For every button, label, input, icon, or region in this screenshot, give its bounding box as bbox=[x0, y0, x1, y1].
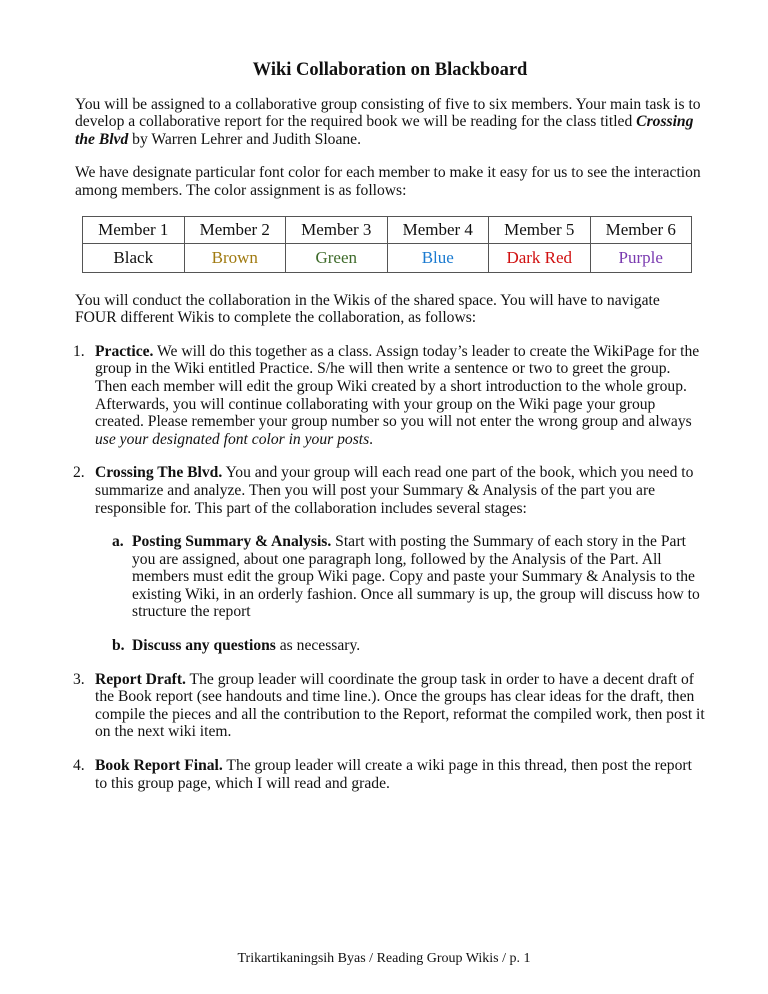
member-header: Member 2 bbox=[184, 216, 286, 243]
item-heading: Report Draft. bbox=[95, 670, 186, 688]
item-heading: Book Report Final. bbox=[95, 757, 223, 775]
wikis-intro-paragraph: You will conduct the collaboration in the Wikis of the shared space. You will have to navigate FOUR different Wikis to complete the collaboration, as follows: bbox=[75, 291, 660, 327]
sub-item-letter: a. bbox=[112, 533, 124, 551]
sub-item-letter: b. bbox=[112, 637, 125, 655]
member-color: Green bbox=[286, 243, 388, 272]
member-header: Member 3 bbox=[286, 216, 388, 243]
book-title: Crossing the Blvd bbox=[75, 113, 694, 148]
member-row bbox=[83, 216, 692, 243]
item-body: The group leader will coordinate the group task in order to have a decent draft of the Book report (see handouts and time line.). Once the groups has clear ideas for the draft, then compile the pieces and all the contribution to the Report, reformat the compiled work, then post it on the next wiki item. bbox=[95, 670, 705, 741]
item-text bbox=[95, 757, 705, 792]
member-header: Member 5 bbox=[489, 216, 591, 243]
color-intro-paragraph: We have designate particular font color for each member to make it easy for us to see the interaction among members. The color assignment is as follows: bbox=[75, 164, 701, 199]
page-footer: Trikartikaningsih Byas / Reading Group Wikis / p. 1 bbox=[237, 951, 531, 966]
sub-item-heading: Posting Summary & Analysis. bbox=[132, 533, 332, 551]
list-item bbox=[75, 757, 705, 792]
sub-item-heading: Discuss any questions bbox=[132, 637, 276, 655]
list-item bbox=[75, 671, 705, 741]
member-color: Purple bbox=[590, 243, 692, 272]
sub-item-body: as necessary. bbox=[275, 637, 361, 655]
item-tail: . bbox=[369, 430, 374, 448]
sub-item bbox=[95, 637, 705, 655]
member-color: Blue bbox=[387, 243, 489, 272]
item-emphasis: use your designated font color in your posts bbox=[95, 430, 370, 448]
member-header: Member 1 bbox=[83, 216, 185, 243]
item-number: 4. bbox=[73, 757, 85, 775]
intro-paragraph: You will be assigned to a collaborative group consisting of five to six members. Your main task is to develop a collaborative report for the required book we will be reading for the class titled Crossing the Blvd by Warren Lehrer and Judith Sloane. bbox=[75, 95, 701, 148]
member-header: Member 6 bbox=[590, 216, 692, 243]
member-header: Member 4 bbox=[387, 216, 489, 243]
sub-item-body: Start with posting the Summary of each story in the Part you are assigned, about one paragraph long, followed by the Analysis of the Part. All members must edit the group Wiki page. Copy and paste your Summary & Analysis to the existing Wiki, in an orderly fashion. Once all summary is up, the group will discuss how to structure the report bbox=[132, 533, 700, 621]
item-number: 1. bbox=[73, 342, 85, 360]
page-title: Wiki Collaboration on Blackboard bbox=[252, 60, 528, 80]
item-body: We will do this together as a class. Assign today’s leader to create the WikiPage for the group in the Wiki entitled Practice. S/he will then write a sentence or two to greet the group. Then each member will edit the group Wiki created by a short introduction to the whole group. Afterwards, you will continue collaborating with your group on the Wiki page your group created. Please remember your group number so you will not enter the wrong group and always bbox=[95, 342, 700, 431]
sub-item bbox=[95, 533, 705, 621]
wiki-steps-list bbox=[75, 343, 705, 792]
item-heading: Crossing The Blvd. bbox=[95, 464, 223, 482]
item-body: The group leader will create a wiki page in this thread, then post the report to this group page, which I will read and grade. bbox=[95, 757, 692, 792]
member-color: Brown bbox=[184, 243, 286, 272]
member-color: Black bbox=[83, 243, 185, 272]
item-number: 2. bbox=[73, 464, 85, 482]
item-heading: Practice. bbox=[95, 342, 154, 360]
item-number: 3. bbox=[73, 670, 85, 688]
color-row bbox=[83, 243, 692, 272]
list-item bbox=[75, 343, 705, 449]
item-text bbox=[95, 343, 705, 449]
document-page bbox=[75, 62, 705, 808]
item-body: You and your group will each read one part of the book, which you need to summarize and analyze. Then you will post your Summary & Analysis of the part you are responsible for. This part of the collaboration includes several stages: bbox=[95, 464, 694, 517]
member-color: Dark Red bbox=[489, 243, 591, 272]
item-text bbox=[95, 464, 705, 517]
color-assignment-table bbox=[82, 216, 692, 273]
item-text bbox=[95, 671, 705, 741]
list-item bbox=[75, 464, 705, 654]
